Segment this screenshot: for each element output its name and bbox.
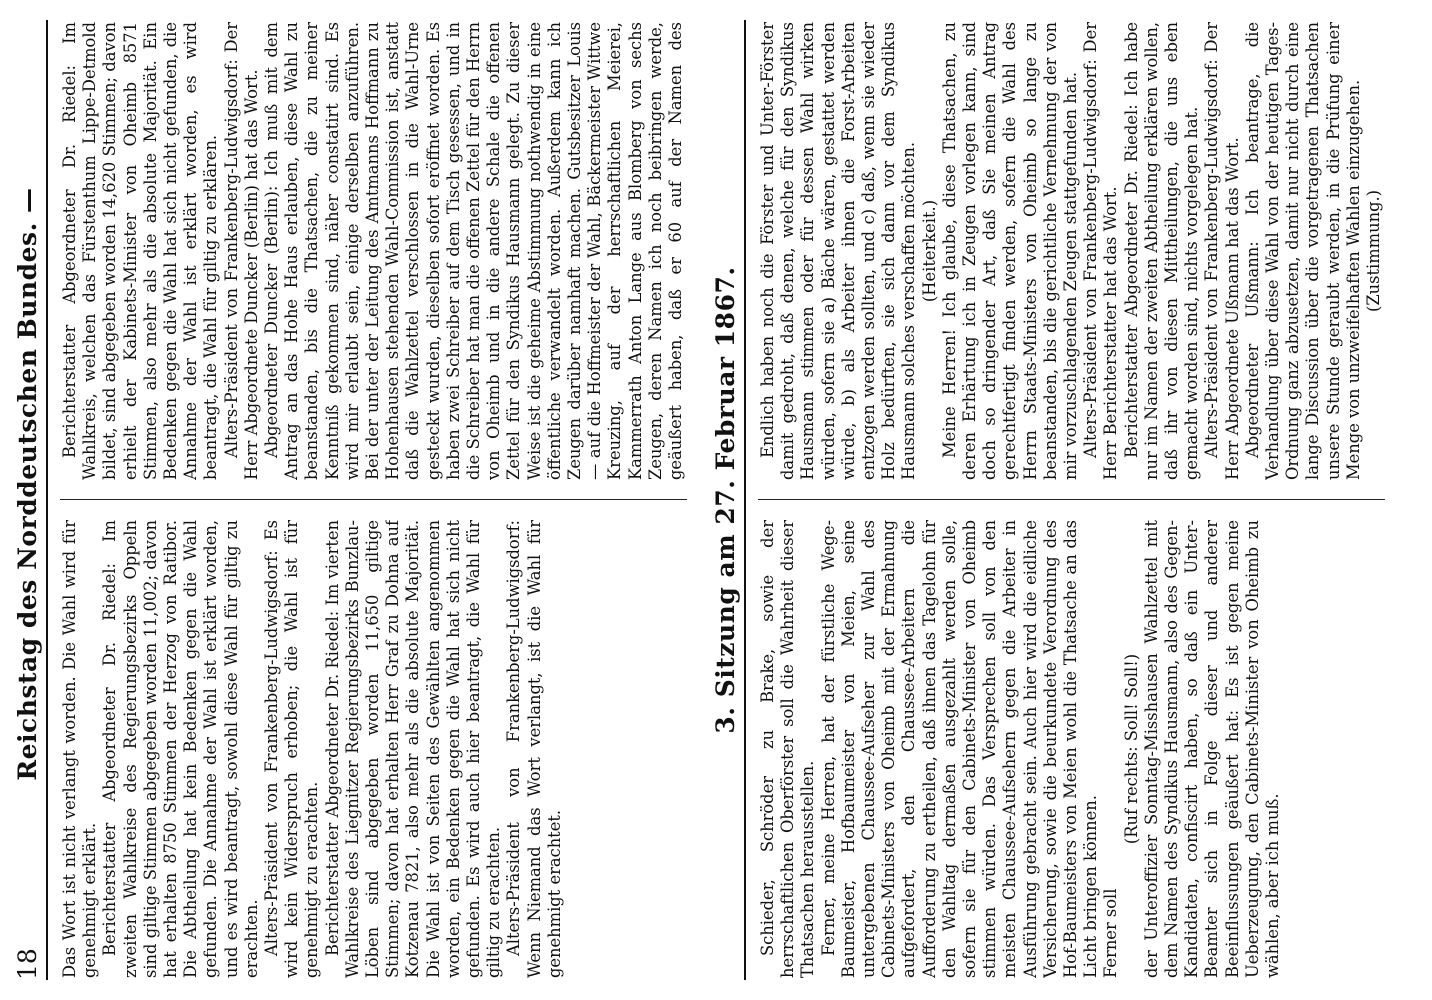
paragraph: Berichterstatter Abgeordneter Dr. Riedel: Im vierten Wahlkreise des Liegnitzer Regierungsbezirks Bunzlau-Löben sind abgegeben worden 11,650 giltige Stimmen; davon hat erhalten Herr Graf zu Dohna auf Kotzenau 7821, also mehr als die absolute Majorität. Die Wahl ist von Seiten des Gewählten angenommen worden, ein Bedenken gegen die Wahl hat sich nicht gefunden. Es wird auch hier beantragt, die Wahl für giltig zu erachten. [322, 520, 504, 978]
paragraph: Berichterstatter Abgeordneter Dr. Riedel: Im Wahlkreis, welchen das Fürstenthum Lippe-Detmold bildet, sind abgegeben worden 14,620 Stimmen; davon erhielt der Kabinets-Minister von Oheimb 8571 Stimmen, also mehr als die absolute Majorität. Ein Bedenken gegen die Wahl hat sich nicht gefunden, die Annahme der Wahl ist erklärt worden, es wird beantragt, die Wahl für giltig zu erklären. [60, 22, 221, 480]
digitization-credit [1414, 0, 1432, 1000]
paragraph: (Zustimmung.) [1364, 189, 1384, 313]
paragraph: Schieder, Schröder zu Brake, sowie der herrschaftlichen Oberförster soll die Wahrheit dieser Thatsachen herausstellen. [758, 520, 818, 978]
paragraph: Ferner, meine Herren, hat der fürstliche Wege-Baumeister, Hofbaumeister von Meien, seine untergebenen Chaussee-Aufseher zur Wahl des Cabinets-Ministers von Oheimb mit der Ermahnung aufgefordert, den Chaussee-Arbeitern die Aufforderung zu ertheilen, daß ihnen das Tagelohn für den Wahltag dermaßen ausgezahlt werden solle, sofern sie für den Cabinets-Minister von Oheimb stimmen würden. Das Versprechen soll von den meisten Chaussee-Aufsehern gegen die Arbeiter in Ausführung gebracht sein. Auch hier wird die eidliche Versicherung, sowie die beurkundete Verordnung des Hof-Baumeisters von Meien wohl die Thatsache an das Licht bringen können. [818, 520, 1101, 978]
paragraph: der Unteroffizier Sonntag-Misshausen Wahlzettel mit dem Namen des Syndikus Hausmann, also des Gegen-Kandidaten, confiscirt haben, so daß ein Unter-Beamter sich in Folge dieser und anderer Beeinflussungen geäußert hat: Es ist gegen meine Ueberzeugung, den Cabinets-Minister von Oheimb zu wählen, aber ich muß. [1141, 520, 1283, 978]
paragraph: Abgeordneter Ußmann: Ich beantrage, die Verhandlung über diese Wahl von der heutigen Tages-Ordnung ganz abzusetzen, damit nur nicht durch eine lange Discussion über die vorgetragenen Thatsachen unsere Stunde geraubt werden, in die Prüfung einer Menge von unzweifelhaften Wahlen einzugehen. [1242, 22, 1363, 480]
page-18 [0, 0, 697, 1000]
running-head-left [8, 20, 48, 980]
paragraph: Alters-Präsident von Frankenberg-Ludwigsdorf: Es wird kein Widerspruch erhoben; die Wahl ist für genehmigt zu erachten. [262, 520, 322, 978]
session-title: 3. Sitzung am 27. Februar 1867. [710, 266, 740, 734]
running-head-right [706, 20, 746, 980]
paragraph: Das Wort ist nicht verlangt worden. Die Wahl wird für genehmigt erklärt. [60, 520, 100, 978]
column-rule [60, 499, 687, 500]
right-page-column-2 [758, 22, 1385, 480]
paragraph [1384, 22, 1385, 480]
paragraph: Ferner soll [1101, 888, 1121, 978]
paragraph: Alters-Präsident von Frankenberg-Ludwigsdorf: Der Herr Abgeordnete Ußmann hat das Wort. [1202, 22, 1242, 480]
left-page-column-2 [60, 22, 687, 480]
paragraph: Alters-Präsident von Frankenberg-Ludwigsdorf: Der Herr Abgeordnete Duncker (Berlin) hat das Wort. [221, 22, 261, 480]
paragraph: Alters-Präsident von Frankenberg-Ludwigsdorf: Wenn Niemand das Wort verlangt, ist die Wahl für genehmigt erachtet. [504, 520, 564, 978]
paragraph: Endlich haben noch die Förster und Unter-Förster damit gedroht, daß denen, welche für den Syndikus Hausmann stimmen oder für dessen Wahl wirken würden, sofern sie a) Bäche wären, gestattet werden würde, b) als Arbeiter ihnen die Forst-Arbeiten entzogen werden sollten, und c) daß, wenn sie wieder Holz bedürften, sie sich dann vor dem Syndikus Hausmann solches verschaffen möchten. [758, 22, 919, 480]
paragraph: Berichterstatter Abgeordneter Dr. Riedel: Im zweiten Wahlkreise des Regierungsbezirks Oppeln sind giltige Stimmen abgegeben worden 11,002; davon hat erhalten 8750 Stimmen der Herzog von Ratibor. Die Abtheilung hat kein Bedenken gegen die Wahl gefunden. Die Annahme der Wahl ist erklärt worden, und es wird beantragt, sowohl diese Wahl für giltig zu erachten. [100, 520, 261, 978]
paragraph: (Ruf rechts: Soll! Soll!) [1121, 653, 1141, 845]
page-number: 18 [12, 948, 42, 980]
paragraph: Abgeordneter Duncker (Berlin): Ich muß mit dem Antrag an das Hohe Haus erlauben, diese Wahl zu beanstanden, bis die Thatsachen, die zu meiner Kenntniß gekommen sind, näher constatirt sind. Es wird mir erlaubt sein, einige derselben anzuführen. Bei der unter der Leitung des Amtmanns Hoffmann zu Hohenhausen stehenden Wahl-Commission ist, anstatt daß die Wahlzettel verschlossen in die Wahl-Urne gesteckt wurden, dieselben sofort eröffnet worden. Es haben zwei Schreiber auf dem Tisch gesessen, und in die Schreiber hat man die offenen Zettel für den Herrn von Oheimb und in die andere Schale die offenen Zettel für den Syndikus Hausmann gelegt. Zu dieser Weise ist die geheime Abstimmung nothwendig in eine öffentliche verwandelt worden. Außerdem kann ich Zeugen darüber namhaft machen. Gutsbesitzer Louis — auf die Hoffmeister der Wahl, Bäckermeister Wittwe Kreuzing, auf der herrschaftlichen Meierei, Kammerrath Anton Lange aus Blomberg von sechs Zeugen, deren Namen ich noch beibringen werde, geäußert haben, daß er 60 auf der Namen des [262, 22, 686, 480]
paragraph: (Heiterkeit.) [919, 199, 939, 303]
paragraph: Meine Herren! Ich glaube, diese Thatsachen, zu deren Erhärtung ich in Zeugen vorlegen kann, sind doch so dringender Art, daß Sie meinen Antrag gerechtfertigt finden werden, sofern die Wahl des Herrn Staats-Ministers von Oheimb so lange zu beanstanden, bis die gerichtliche Vernehmung der von mir vorzuschlagenden Zeugen stattgefunden hat. [939, 22, 1081, 480]
right-page-column-1 [758, 520, 1385, 978]
column-rule [758, 499, 1385, 500]
page-19 [698, 0, 1395, 1000]
paragraph: Berichterstatter Abgeordneter Dr. Riedel: Ich habe nur im Namen der zweiten Abtheilung erklären wollen, daß ihr von diesen Mittheilungen, die uns eben gemacht worden sind, nichts vorgelegen hat. [1121, 22, 1202, 480]
running-head-title: Reichstag des Norddeutschen Bundes. — [12, 187, 42, 781]
left-page-column-1 [60, 520, 687, 978]
paragraph: Alters-Präsident von Frankenberg-Ludwigsdorf: Der Herr Berichterstatter hat das Wort. [1081, 22, 1121, 480]
